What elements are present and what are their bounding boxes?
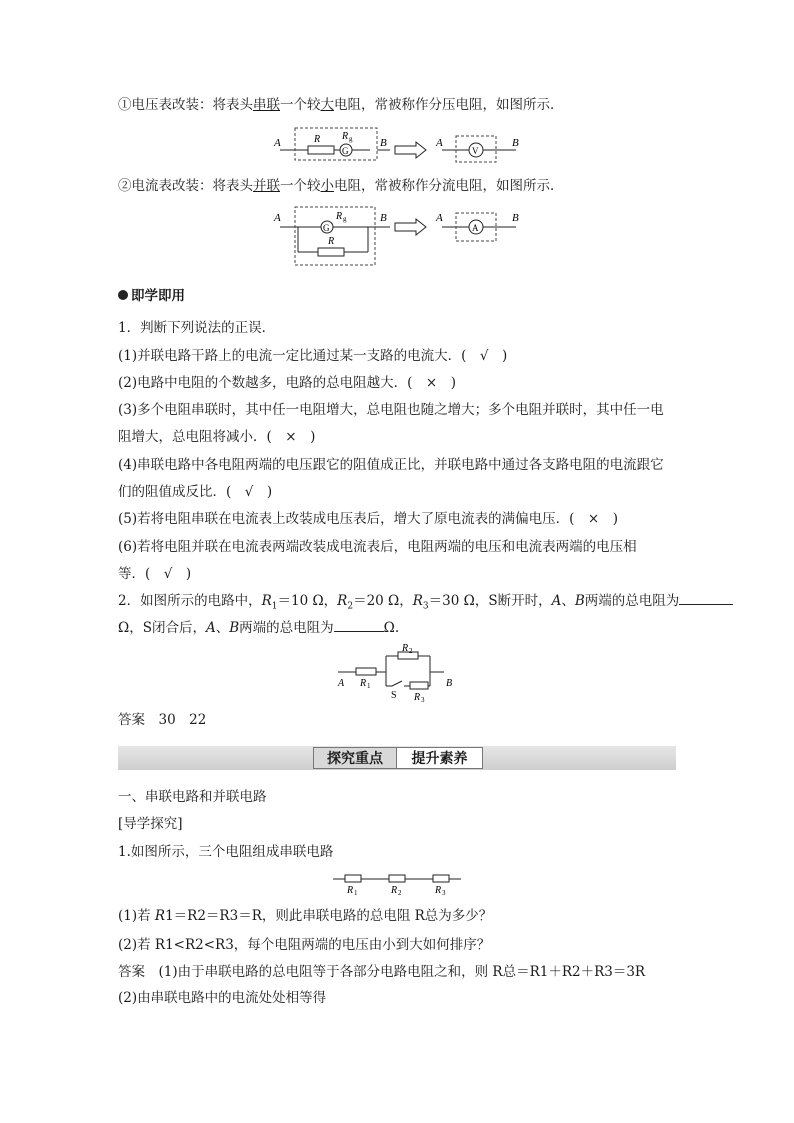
svg-text:g: g: [343, 215, 347, 223]
text-segment: ①电压表改装：将表头: [118, 97, 253, 113]
voltmeter-conversion-diagram: [270, 124, 530, 170]
ammeter-conversion-text: [118, 176, 564, 196]
judgement-item: 阻增大，总电阻将减小．( × ): [118, 429, 316, 445]
text-segment: ＝20 Ω，: [353, 593, 413, 609]
judgement-item: 等．( √ ): [118, 566, 192, 582]
resistor-r1: [356, 668, 376, 675]
arrow-icon: [395, 142, 426, 158]
question-1-title: 1．判断下列说法的正误．: [118, 320, 276, 336]
var: A: [551, 593, 562, 609]
svg-text:R: R: [342, 131, 349, 142]
resistor-r1: [345, 875, 361, 882]
text-segment: Ω，S闭合后，: [118, 620, 206, 636]
arrow-icon: [395, 219, 426, 235]
svg-text:R: R: [328, 236, 335, 247]
subscript: 2: [347, 601, 354, 612]
judgement-item: (6)若将电阻并联在电流表两端改装成电流表后，电阻两端的电压和电流表两端的电压相: [118, 539, 637, 555]
var: B: [229, 620, 240, 636]
text-segment: 两端的总电阻为: [239, 620, 334, 636]
judgement-item: 们的阻值成反比．( √ ): [118, 484, 273, 500]
svg-text:R: R: [414, 692, 421, 702]
svg-text:1: 1: [354, 889, 358, 896]
inquiry-answer-2: (2)由串联电路中的电流处处相等得: [118, 990, 327, 1006]
svg-text:R: R: [391, 885, 398, 896]
svg-text:1: 1: [367, 682, 371, 690]
text-segment: 一个较: [280, 178, 321, 194]
svg-text:B: B: [512, 137, 519, 149]
answer-label: 答案: [118, 712, 145, 728]
resistor-r3: [433, 875, 449, 882]
var: R: [412, 593, 423, 609]
text-segment: ②电流表改装：将表头: [118, 178, 253, 194]
dashed-box: [295, 128, 377, 160]
underlined-term: 并联: [253, 178, 280, 194]
var: R: [154, 908, 166, 924]
svg-text:V: V: [472, 146, 479, 156]
svg-text:2: 2: [409, 647, 413, 655]
judgement-item: (2)电路中电阻的个数越多，电路的总电阻越大．( × ): [118, 375, 456, 391]
answer-line: [118, 710, 206, 730]
resistor-r3: [410, 682, 428, 689]
ammeter-conversion-diagram: [270, 205, 530, 269]
subscript: 1: [271, 601, 278, 612]
answer-blank: [334, 619, 384, 632]
svg-text:R: R: [336, 211, 343, 222]
question-2-line-1: [118, 591, 733, 617]
svg-text:R: R: [360, 678, 367, 689]
svg-text:2: 2: [398, 889, 402, 896]
subscript: 3: [422, 601, 429, 612]
question-2-line-2: [118, 618, 399, 638]
judgement-item: (4)串联电路中各电阻两端的电压跟它的阻值成正比，并联电路中通过各支路电阻的电流跟它: [118, 457, 664, 473]
svg-text:3: 3: [421, 696, 425, 702]
judgement-item: (5)若将电阻串联在电流表上改装成电压表后，增大了原电流表的满偏电压．( × ): [118, 511, 618, 527]
text-segment: (1)若: [118, 908, 155, 924]
inquiry-subquestion-1: [118, 906, 492, 926]
inquiry-subquestion-2: (2)若 R1<R2<R3，每个电阻两端的电压由小到大如何排序？: [118, 937, 491, 953]
text-segment: 、: [561, 593, 575, 609]
resistor-r2: [389, 875, 405, 882]
part-1-heading: 一、串联电路和并联电路: [118, 789, 267, 805]
practice-section-title: [118, 286, 185, 306]
underlined-term: 小: [320, 178, 334, 194]
svg-text:A: A: [274, 212, 281, 224]
svg-text:G: G: [342, 146, 349, 156]
text-segment: 一个较: [280, 97, 321, 113]
text-segment: 电阻，常被称作分流电阻，如图所示．: [334, 178, 564, 194]
text-segment: Ω.: [383, 620, 400, 636]
svg-text:A: A: [472, 223, 479, 233]
resistor-r-label: R: [314, 134, 321, 145]
terminal-a-label: A: [274, 137, 281, 149]
series-circuit-diagram: [333, 870, 463, 896]
question-2-circuit-diagram: [334, 642, 464, 702]
answer-values: 30 22: [158, 712, 207, 728]
banner-right-label: 提升素养: [411, 751, 468, 767]
answer-label: 答案: [118, 964, 145, 980]
answer-text: (1)由于串联电路的总电阻等于各部分电路电阻之和，则 R总＝R1＋R2＋R3＝3R: [158, 964, 646, 980]
svg-text:A: A: [436, 137, 443, 149]
svg-text:A: A: [338, 678, 345, 689]
voltmeter-conversion-text: [118, 95, 564, 115]
underlined-term: 大: [320, 97, 334, 113]
svg-text:B: B: [446, 678, 453, 689]
judgement-item: (3)多个电阻串联时，其中任一电阻增大，总电阻也随之增大；多个电阻并联时，其中任一电: [118, 402, 664, 418]
underlined-term: 串联: [253, 97, 280, 113]
guided-inquiry-label: [导学探究]: [118, 816, 183, 832]
inquiry-question-intro: 1.如图所示，三个电阻组成串联电路: [118, 844, 334, 860]
text-segment: ＝10 Ω，: [277, 593, 338, 609]
text-segment: 1＝R2＝R3＝R，则此串联电路的总电阻 R总为多少？: [165, 908, 493, 924]
var: A: [205, 620, 216, 636]
answer-blank: [679, 592, 733, 605]
shunt-resistor: [318, 248, 344, 256]
text-segment: 、: [215, 620, 230, 636]
var: R: [261, 593, 272, 609]
svg-text:R: R: [402, 643, 409, 654]
switch-icon: [392, 681, 402, 686]
svg-text:A: A: [436, 212, 443, 224]
var: B: [574, 593, 585, 609]
text-segment: 两端的总电阻为: [584, 593, 680, 609]
terminal-b-label: B: [380, 137, 387, 149]
svg-text:3: 3: [442, 889, 446, 896]
svg-text:g: g: [349, 135, 353, 143]
play-circle-icon: [118, 290, 128, 300]
text-segment: 电阻，常被称作分压电阻，如图所示．: [334, 97, 564, 113]
judgement-item: (1)并联电路干路上的电流一定比通过某一支路的电流大．( √ ): [118, 348, 508, 364]
section-banner: [313, 747, 483, 769]
text-segment: ＝30 Ω，S断开时，: [428, 593, 552, 609]
text-segment: 2．如图所示的电路中，: [118, 593, 262, 609]
svg-text:B: B: [380, 212, 387, 224]
section-label: 即学即用: [131, 288, 185, 304]
var: R: [337, 593, 348, 609]
svg-text:R: R: [347, 885, 354, 896]
svg-text:R: R: [435, 885, 442, 896]
svg-text:B: B: [512, 212, 519, 224]
resistor-r: [308, 146, 334, 154]
svg-text:G: G: [323, 223, 330, 233]
banner-left-label: 探究重点: [314, 748, 397, 768]
inquiry-answer-1: [118, 962, 645, 982]
svg-text:S: S: [391, 690, 397, 701]
